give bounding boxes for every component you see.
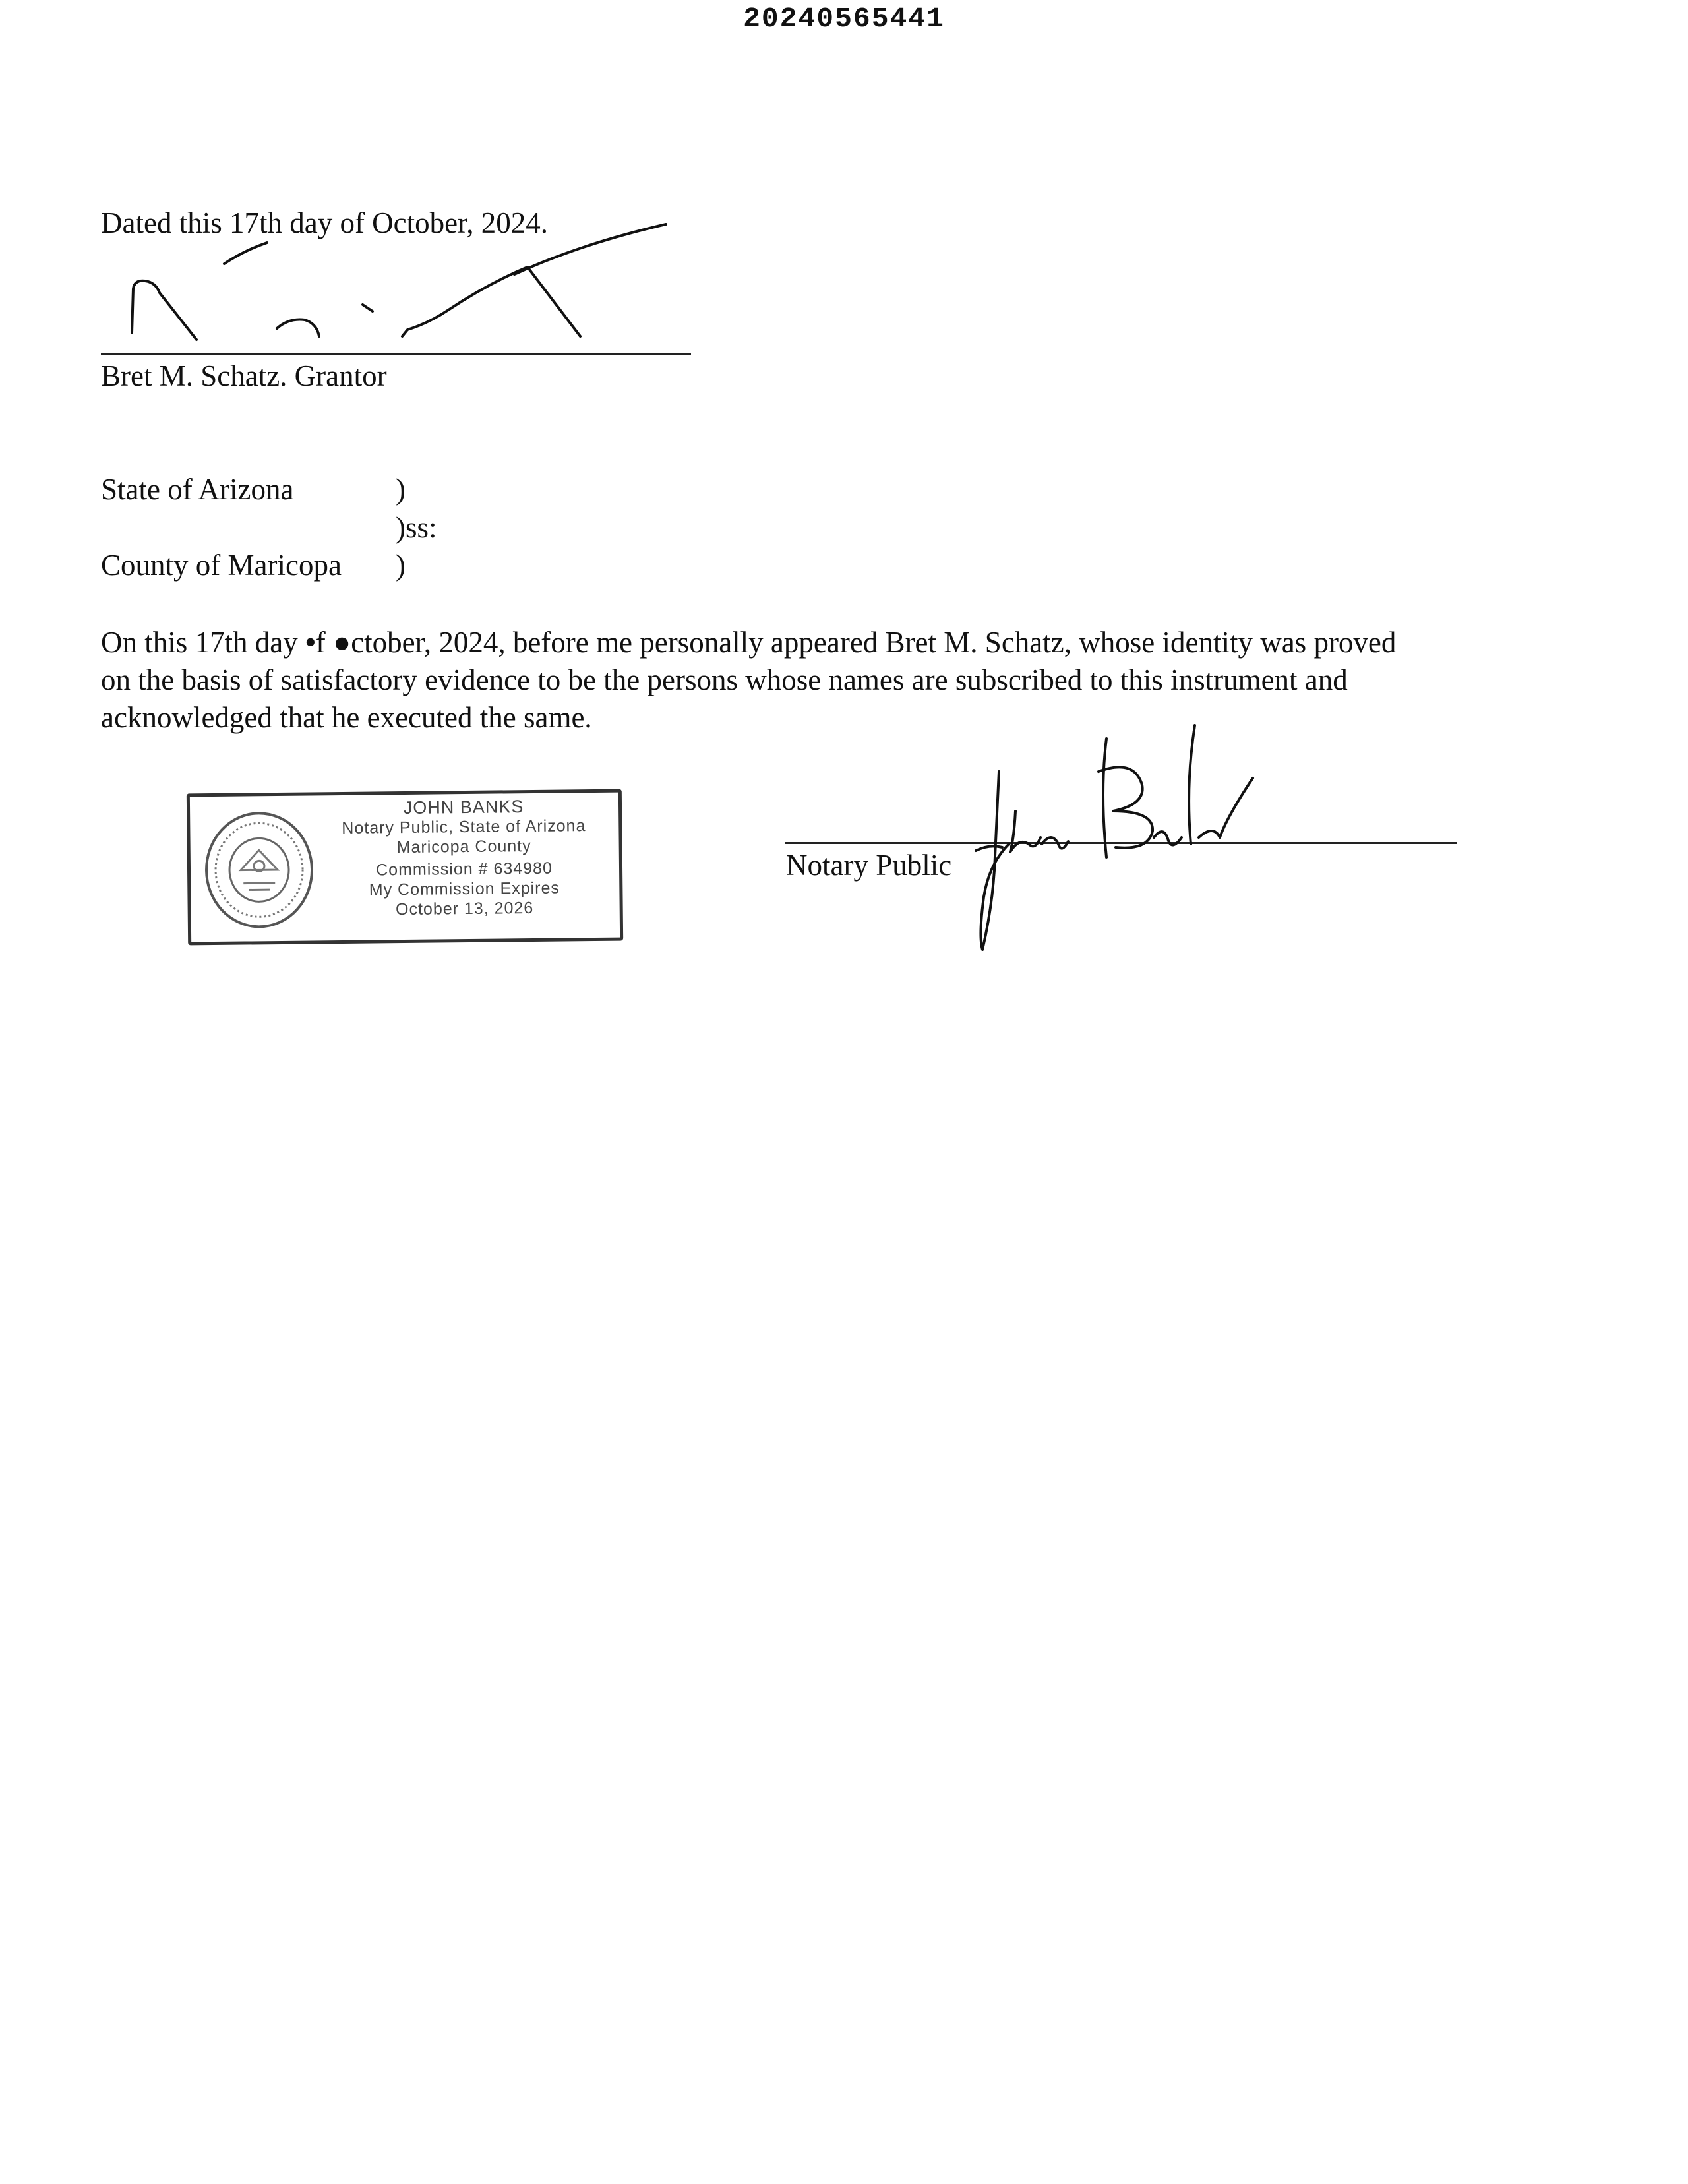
dated-line: Dated this 17th day of October, 2024. <box>101 206 549 239</box>
ack-bullet-large: ● <box>333 626 351 659</box>
arizona-seal-icon <box>202 808 316 932</box>
grantor-name: Bret M. Schatz. Grantor <box>101 359 387 392</box>
stamp-expires-label: My Commission Expires <box>369 878 560 899</box>
acknowledgment-line-2: on the basis of satisfactory evidence to be the persons whose names are subscribed to this instrument and <box>101 663 1348 696</box>
stamp-title: Notary Public, State of Arizona <box>342 816 586 837</box>
stamp-name: JOHN BANKS <box>403 797 524 818</box>
stamp-commission: Commission # 634980 <box>376 859 553 880</box>
grantor-signature <box>119 211 686 349</box>
acknowledgment-line-3: acknowledged that he executed the same. <box>101 701 592 734</box>
venue-ss: )ss: <box>396 511 437 544</box>
grantor-signature-line <box>101 353 691 355</box>
ack-bullet-small: • <box>305 626 316 659</box>
stamp-expires-date: October 13, 2026 <box>395 898 534 919</box>
venue-state-paren: ) <box>396 473 406 506</box>
ack-text: On this 17th day <box>101 626 305 659</box>
acknowledgment-line-1 <box>101 624 1578 661</box>
notary-stamp <box>187 789 623 946</box>
record-number: 20240565441 <box>743 3 945 35</box>
stamp-county: Maricopa County <box>396 836 531 857</box>
venue-county-paren: ) <box>396 549 406 582</box>
notary-signature <box>936 712 1279 963</box>
ack-text: ctober, 2024, before me personally appeared Bret M. Schatz, whose identity was proved <box>351 626 1397 659</box>
venue-state: State of Arizona <box>101 473 294 506</box>
ack-text: f <box>315 626 334 659</box>
venue-county: County of Maricopa <box>101 549 342 582</box>
notary-label: Notary Public <box>786 849 952 882</box>
